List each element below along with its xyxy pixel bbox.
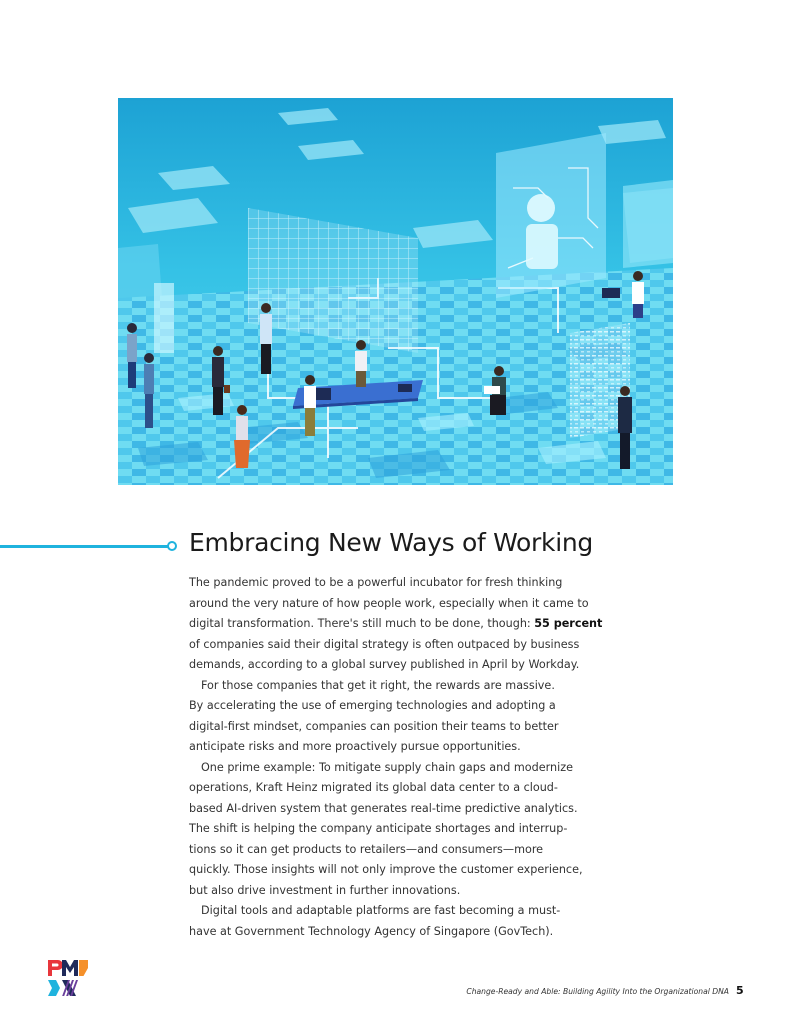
text-line: The pandemic proved to be a powerful incubator for fresh thinking bbox=[189, 576, 563, 589]
text-line bbox=[189, 614, 609, 635]
page-number: 5 bbox=[736, 984, 744, 997]
paragraph-1 bbox=[189, 573, 609, 676]
text-line: demands, according to a global survey published in April by Workday. bbox=[189, 658, 580, 671]
article-body bbox=[189, 573, 609, 942]
text-line: operations, Kraft Heinz migrated its global data center to a cloud- bbox=[189, 781, 558, 794]
text-line: around the very nature of how people work, especially when it came to bbox=[189, 596, 589, 610]
paragraph-2 bbox=[189, 676, 609, 758]
pmi-logo bbox=[46, 958, 90, 998]
text-line: have at Government Technology Agency of Singapore (GovTech). bbox=[189, 924, 554, 938]
footer-document-title: Change-Ready and Able: Building Agility Into the Organizational DNA bbox=[466, 987, 729, 996]
highlight-statistic: 55 percent bbox=[534, 617, 603, 630]
heading-accent-line bbox=[0, 545, 170, 548]
text-line: One prime example: To mitigate supply chain gaps and modernize bbox=[201, 760, 573, 774]
text-run: digital transformation. There's still much to be done, though: bbox=[189, 617, 535, 630]
paragraph-4 bbox=[189, 901, 609, 942]
pmi-logo-mark bbox=[46, 958, 90, 998]
text-line: The shift is helping the company anticipate shortages and interrup- bbox=[189, 822, 568, 835]
text-line: tions so it can get products to retailers—and consumers—more bbox=[189, 842, 544, 856]
digital-workspace-illustration bbox=[118, 98, 673, 485]
text-line: of companies said their digital strategy is often outpaced by business bbox=[189, 637, 580, 651]
text-line: By accelerating the use of emerging technologies and adopting a bbox=[189, 699, 556, 712]
text-line: based AI-driven system that generates real-time predictive analytics. bbox=[189, 801, 578, 815]
text-line: quickly. Those insights will not only improve the customer experience, bbox=[189, 863, 583, 876]
hero-illustration bbox=[118, 98, 673, 485]
text-line: but also drive investment in further innovations. bbox=[189, 883, 461, 897]
paragraph-3 bbox=[189, 758, 609, 902]
heading-accent-dot bbox=[167, 541, 177, 551]
text-line: anticipate risks and more proactively pursue opportunities. bbox=[189, 740, 521, 753]
text-line: For those companies that get it right, the rewards are massive. bbox=[201, 678, 555, 692]
section-heading: Embracing New Ways of Working bbox=[189, 528, 593, 557]
text-line: digital-first mindset, companies can position their teams to better bbox=[189, 719, 559, 733]
text-line: Digital tools and adaptable platforms are fast becoming a must- bbox=[201, 904, 561, 917]
